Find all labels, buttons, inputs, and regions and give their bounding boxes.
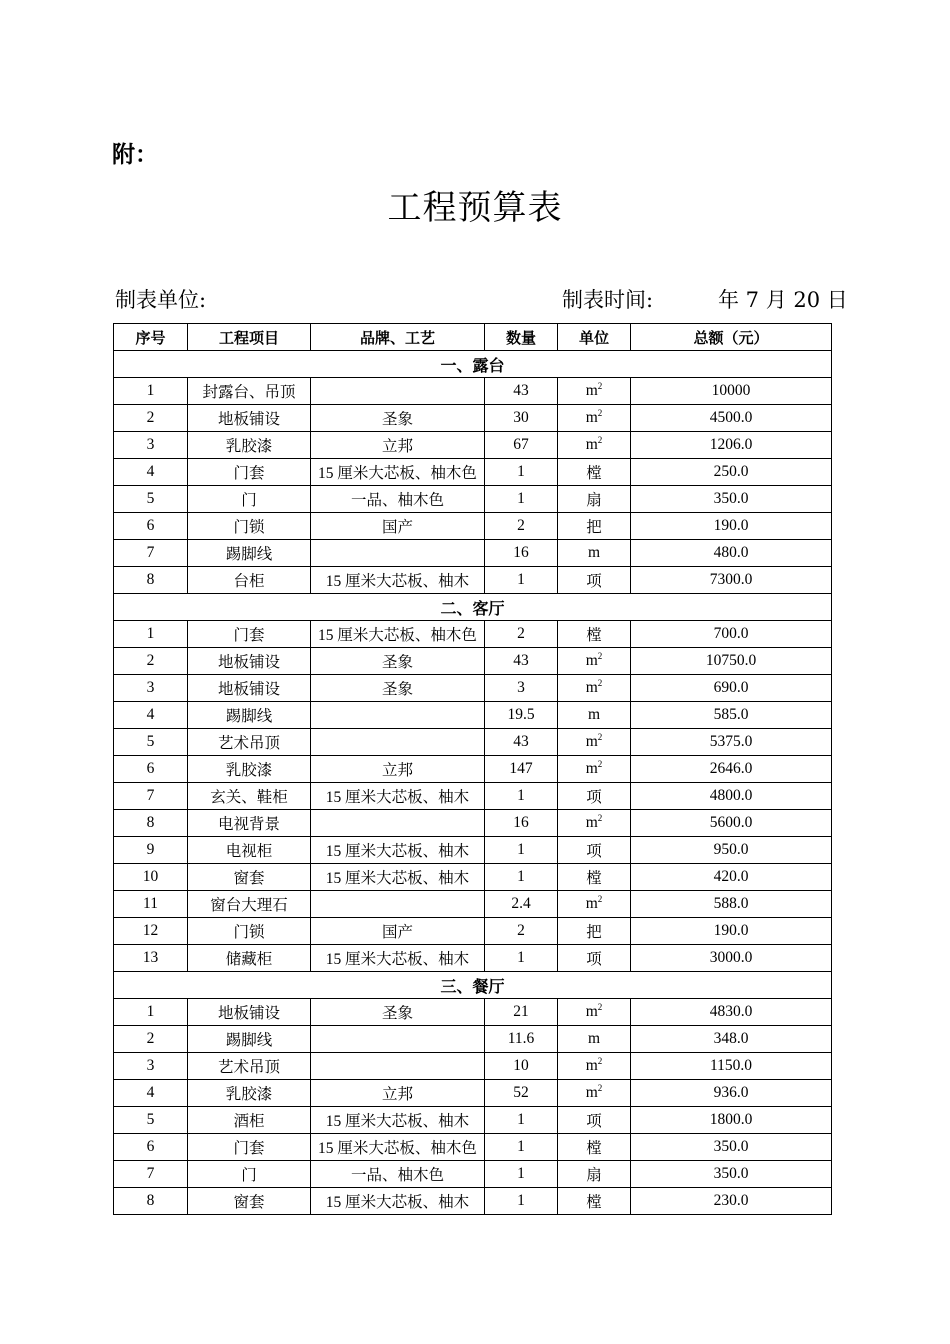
cell-brand: 立邦 — [311, 756, 485, 783]
cell-qty: 2 — [485, 621, 558, 648]
cell-item: 储藏柜 — [188, 945, 311, 972]
cell-no: 8 — [114, 810, 188, 837]
table-row — [114, 729, 832, 756]
cell-qty: 16 — [485, 810, 558, 837]
table-row — [114, 918, 832, 945]
unit-text: m — [585, 1084, 598, 1101]
unit-text: m — [585, 1003, 598, 1020]
unit-text: 把 — [586, 924, 602, 941]
unit-exponent: 2 — [597, 650, 603, 661]
table-row — [114, 864, 832, 891]
cell-total: 10000 — [631, 378, 832, 405]
cell-total: 3000.0 — [631, 945, 832, 972]
cell-brand: 15 厘米大芯板、柚木色 — [311, 1134, 485, 1161]
cell-no: 13 — [114, 945, 188, 972]
cell-qty: 43 — [485, 729, 558, 756]
table-row — [114, 702, 832, 729]
table-row — [114, 1188, 832, 1215]
cell-total: 936.0 — [631, 1080, 832, 1107]
cell-qty: 52 — [485, 1080, 558, 1107]
cell-item: 地板铺设 — [188, 648, 311, 675]
unit-text: 樘 — [586, 465, 602, 482]
cell-item: 乳胶漆 — [188, 756, 311, 783]
cell-item: 窗台大理石 — [188, 891, 311, 918]
cell-brand: 15 厘米大芯板、柚木 — [311, 1107, 485, 1134]
cell-item: 门 — [188, 486, 311, 513]
cell-total: 230.0 — [631, 1188, 832, 1215]
cell-unit — [558, 945, 631, 972]
cell-unit — [558, 567, 631, 594]
col-header-unit: 单位 — [558, 324, 631, 351]
cell-no: 7 — [114, 540, 188, 567]
cell-unit — [558, 837, 631, 864]
cell-brand: 圣象 — [311, 405, 485, 432]
cell-no: 4 — [114, 459, 188, 486]
cell-unit — [558, 999, 631, 1026]
cell-item: 乳胶漆 — [188, 432, 311, 459]
cell-brand: 国产 — [311, 513, 485, 540]
col-header-qty: 数量 — [485, 324, 558, 351]
unit-text: m — [585, 652, 598, 669]
cell-brand: 圣象 — [311, 999, 485, 1026]
unit-exponent: 2 — [597, 731, 603, 742]
unit-text: m — [585, 679, 598, 696]
cell-item: 门锁 — [188, 513, 311, 540]
section-row — [114, 594, 832, 621]
table-row — [114, 999, 832, 1026]
cell-total: 420.0 — [631, 864, 832, 891]
cell-item: 踢脚线 — [188, 1026, 311, 1053]
unit-text: m — [585, 814, 598, 831]
cell-qty: 1 — [485, 1134, 558, 1161]
cell-qty: 43 — [485, 378, 558, 405]
cell-item: 门套 — [188, 459, 311, 486]
cell-brand: 15 厘米大芯板、柚木 — [311, 783, 485, 810]
cell-brand: 15 厘米大芯板、柚木 — [311, 864, 485, 891]
table-row — [114, 1026, 832, 1053]
cell-no: 5 — [114, 486, 188, 513]
cell-item: 地板铺设 — [188, 675, 311, 702]
section-title: 一、露台 — [114, 351, 832, 378]
table-row — [114, 540, 832, 567]
cell-no: 1 — [114, 378, 188, 405]
cell-unit — [558, 486, 631, 513]
cell-qty: 1 — [485, 459, 558, 486]
section-title: 二、客厅 — [114, 594, 832, 621]
cell-item: 门套 — [188, 621, 311, 648]
cell-qty: 1 — [485, 1188, 558, 1215]
col-header-item: 工程项目 — [188, 324, 311, 351]
cell-unit — [558, 1107, 631, 1134]
cell-no: 6 — [114, 756, 188, 783]
cell-total: 585.0 — [631, 702, 832, 729]
cell-unit — [558, 405, 631, 432]
cell-brand: 15 厘米大芯板、柚木色 — [311, 621, 485, 648]
cell-brand — [311, 702, 485, 729]
cell-qty: 43 — [485, 648, 558, 675]
cell-item: 艺术吊顶 — [188, 729, 311, 756]
unit-text: m — [585, 409, 598, 426]
cell-brand — [311, 540, 485, 567]
unit-text: 樘 — [586, 1140, 602, 1157]
cell-unit — [558, 1161, 631, 1188]
cell-item: 封露台、吊顶 — [188, 378, 311, 405]
cell-brand — [311, 378, 485, 405]
cell-total: 1206.0 — [631, 432, 832, 459]
unit-text: m — [587, 544, 601, 561]
table-row — [114, 378, 832, 405]
table-row — [114, 1107, 832, 1134]
cell-unit — [558, 648, 631, 675]
table-row — [114, 675, 832, 702]
table-row — [114, 891, 832, 918]
cell-unit — [558, 432, 631, 459]
cell-total: 350.0 — [631, 1134, 832, 1161]
cell-qty: 1 — [485, 1161, 558, 1188]
cell-no: 12 — [114, 918, 188, 945]
table-row — [114, 621, 832, 648]
unit-text: m — [585, 382, 598, 399]
table-row — [114, 783, 832, 810]
cell-no: 9 — [114, 837, 188, 864]
cell-unit — [558, 459, 631, 486]
cell-qty: 1 — [485, 1107, 558, 1134]
unit-text: 扇 — [586, 1167, 602, 1184]
cell-item: 门套 — [188, 1134, 311, 1161]
cell-no: 6 — [114, 1134, 188, 1161]
cell-unit — [558, 1080, 631, 1107]
prepared-by-unit-label: 制表单位: — [115, 288, 207, 312]
cell-brand: 15 厘米大芯板、柚木 — [311, 945, 485, 972]
cell-unit — [558, 540, 631, 567]
cell-unit — [558, 702, 631, 729]
table-row — [114, 837, 832, 864]
cell-qty: 16 — [485, 540, 558, 567]
cell-no: 2 — [114, 1026, 188, 1053]
cell-total: 588.0 — [631, 891, 832, 918]
unit-exponent: 2 — [597, 893, 603, 904]
cell-total: 690.0 — [631, 675, 832, 702]
unit-exponent: 2 — [597, 812, 603, 823]
unit-text: 把 — [586, 519, 602, 536]
unit-text: m — [585, 733, 598, 750]
cell-total: 1150.0 — [631, 1053, 832, 1080]
cell-total: 5375.0 — [631, 729, 832, 756]
unit-text: 樘 — [586, 1194, 602, 1211]
cell-item: 电视柜 — [188, 837, 311, 864]
page-title: 工程预算表 — [387, 188, 563, 228]
unit-exponent: 2 — [597, 758, 603, 769]
unit-text: 樘 — [586, 627, 602, 644]
cell-unit — [558, 756, 631, 783]
cell-no: 3 — [114, 432, 188, 459]
table-row — [114, 810, 832, 837]
cell-brand: 国产 — [311, 918, 485, 945]
cell-no: 2 — [114, 648, 188, 675]
table-row — [114, 513, 832, 540]
unit-exponent: 2 — [597, 407, 603, 418]
cell-total: 4830.0 — [631, 999, 832, 1026]
col-header-total: 总额（元） — [631, 324, 832, 351]
cell-unit — [558, 1026, 631, 1053]
cell-no: 7 — [114, 1161, 188, 1188]
prepared-time-label: 制表时间: — [562, 288, 654, 312]
section-row — [114, 351, 832, 378]
table-row — [114, 1161, 832, 1188]
table-row — [114, 756, 832, 783]
section-row — [114, 972, 832, 999]
cell-qty: 10 — [485, 1053, 558, 1080]
unit-exponent: 2 — [597, 380, 603, 391]
unit-text: 扇 — [586, 492, 602, 509]
cell-qty: 147 — [485, 756, 558, 783]
unit-text: m — [585, 895, 598, 912]
cell-brand — [311, 810, 485, 837]
cell-item: 电视背景 — [188, 810, 311, 837]
cell-brand: 圣象 — [311, 648, 485, 675]
table-row — [114, 1053, 832, 1080]
cell-qty: 21 — [485, 999, 558, 1026]
cell-unit — [558, 675, 631, 702]
cell-item: 踢脚线 — [188, 540, 311, 567]
cell-brand: 立邦 — [311, 432, 485, 459]
unit-text: 樘 — [586, 870, 602, 887]
cell-item: 踢脚线 — [188, 702, 311, 729]
cell-brand: 一品、柚木色 — [311, 1161, 485, 1188]
cell-brand: 15 厘米大芯板、柚木 — [311, 837, 485, 864]
table-row — [114, 405, 832, 432]
cell-qty: 19.5 — [485, 702, 558, 729]
unit-text: 项 — [586, 1113, 602, 1130]
cell-no: 10 — [114, 864, 188, 891]
cell-unit — [558, 1188, 631, 1215]
table-row — [114, 648, 832, 675]
cell-item: 台柜 — [188, 567, 311, 594]
cell-no: 8 — [114, 567, 188, 594]
cell-total: 700.0 — [631, 621, 832, 648]
cell-unit — [558, 783, 631, 810]
unit-exponent: 2 — [597, 1082, 603, 1093]
cell-total: 2646.0 — [631, 756, 832, 783]
table-row — [114, 1134, 832, 1161]
cell-brand — [311, 1026, 485, 1053]
cell-brand — [311, 1053, 485, 1080]
cell-unit — [558, 810, 631, 837]
prepared-date-value: 年 7 月 20 日 — [718, 288, 848, 312]
cell-total: 480.0 — [631, 540, 832, 567]
table-row — [114, 945, 832, 972]
cell-qty: 2.4 — [485, 891, 558, 918]
unit-text: 项 — [586, 789, 602, 806]
cell-no: 1 — [114, 999, 188, 1026]
table-row — [114, 459, 832, 486]
cell-brand: 圣象 — [311, 675, 485, 702]
cell-item: 门锁 — [188, 918, 311, 945]
unit-exponent: 2 — [597, 1001, 603, 1012]
cell-qty: 1 — [485, 567, 558, 594]
cell-qty: 3 — [485, 675, 558, 702]
cell-item: 玄关、鞋柜 — [188, 783, 311, 810]
table-header-row — [114, 324, 832, 351]
unit-text: m — [585, 760, 598, 777]
unit-exponent: 2 — [597, 434, 603, 445]
cell-brand — [311, 729, 485, 756]
cell-qty: 2 — [485, 513, 558, 540]
cell-no: 7 — [114, 783, 188, 810]
cell-total: 10750.0 — [631, 648, 832, 675]
cell-total: 350.0 — [631, 486, 832, 513]
unit-text: 项 — [586, 573, 602, 590]
cell-item: 酒柜 — [188, 1107, 311, 1134]
cell-total: 250.0 — [631, 459, 832, 486]
cell-no: 8 — [114, 1188, 188, 1215]
cell-item: 地板铺设 — [188, 999, 311, 1026]
cell-item: 乳胶漆 — [188, 1080, 311, 1107]
cell-no: 3 — [114, 1053, 188, 1080]
cell-qty: 2 — [485, 918, 558, 945]
section-title: 三、餐厅 — [114, 972, 832, 999]
unit-exponent: 2 — [597, 677, 603, 688]
cell-no: 4 — [114, 702, 188, 729]
cell-total: 190.0 — [631, 513, 832, 540]
cell-brand: 15 厘米大芯板、柚木 — [311, 1188, 485, 1215]
cell-unit — [558, 864, 631, 891]
cell-unit — [558, 891, 631, 918]
cell-qty: 67 — [485, 432, 558, 459]
cell-total: 950.0 — [631, 837, 832, 864]
cell-no: 11 — [114, 891, 188, 918]
cell-unit — [558, 729, 631, 756]
cell-total: 190.0 — [631, 918, 832, 945]
unit-text: m — [587, 1030, 601, 1047]
cell-no: 1 — [114, 621, 188, 648]
col-header-no: 序号 — [114, 324, 188, 351]
cell-total: 7300.0 — [631, 567, 832, 594]
cell-brand — [311, 891, 485, 918]
unit-exponent: 2 — [597, 1055, 603, 1066]
cell-total: 1800.0 — [631, 1107, 832, 1134]
unit-text: m — [585, 1057, 598, 1074]
cell-total: 350.0 — [631, 1161, 832, 1188]
cell-unit — [558, 1134, 631, 1161]
cell-no: 5 — [114, 729, 188, 756]
table-row — [114, 486, 832, 513]
cell-qty: 11.6 — [485, 1026, 558, 1053]
unit-text: m — [585, 436, 598, 453]
cell-qty: 1 — [485, 864, 558, 891]
cell-brand: 一品、柚木色 — [311, 486, 485, 513]
cell-qty: 1 — [485, 486, 558, 513]
cell-unit — [558, 513, 631, 540]
cell-unit — [558, 621, 631, 648]
cell-no: 4 — [114, 1080, 188, 1107]
cell-brand: 15 厘米大芯板、柚木色 — [311, 459, 485, 486]
col-header-brand: 品牌、工艺 — [311, 324, 485, 351]
cell-unit — [558, 378, 631, 405]
unit-text: 项 — [586, 951, 602, 968]
cell-item: 窗套 — [188, 1188, 311, 1215]
cell-unit — [558, 1053, 631, 1080]
cell-no: 6 — [114, 513, 188, 540]
cell-item: 地板铺设 — [188, 405, 311, 432]
cell-no: 5 — [114, 1107, 188, 1134]
cell-brand: 立邦 — [311, 1080, 485, 1107]
cell-no: 3 — [114, 675, 188, 702]
unit-text: m — [587, 706, 601, 723]
attachment-label: 附： — [112, 142, 158, 168]
cell-item: 窗套 — [188, 864, 311, 891]
cell-total: 348.0 — [631, 1026, 832, 1053]
table-row — [114, 432, 832, 459]
cell-item: 艺术吊顶 — [188, 1053, 311, 1080]
cell-qty: 1 — [485, 837, 558, 864]
cell-unit — [558, 918, 631, 945]
cell-total: 4500.0 — [631, 405, 832, 432]
cell-no: 2 — [114, 405, 188, 432]
cell-total: 5600.0 — [631, 810, 832, 837]
table-row — [114, 567, 832, 594]
table-body — [114, 351, 832, 1215]
table-row — [114, 1080, 832, 1107]
unit-text: 项 — [586, 843, 602, 860]
cell-total: 4800.0 — [631, 783, 832, 810]
cell-qty: 1 — [485, 945, 558, 972]
budget-table — [113, 323, 832, 1215]
cell-qty: 1 — [485, 783, 558, 810]
cell-brand: 15 厘米大芯板、柚木 — [311, 567, 485, 594]
cell-item: 门 — [188, 1161, 311, 1188]
cell-qty: 30 — [485, 405, 558, 432]
